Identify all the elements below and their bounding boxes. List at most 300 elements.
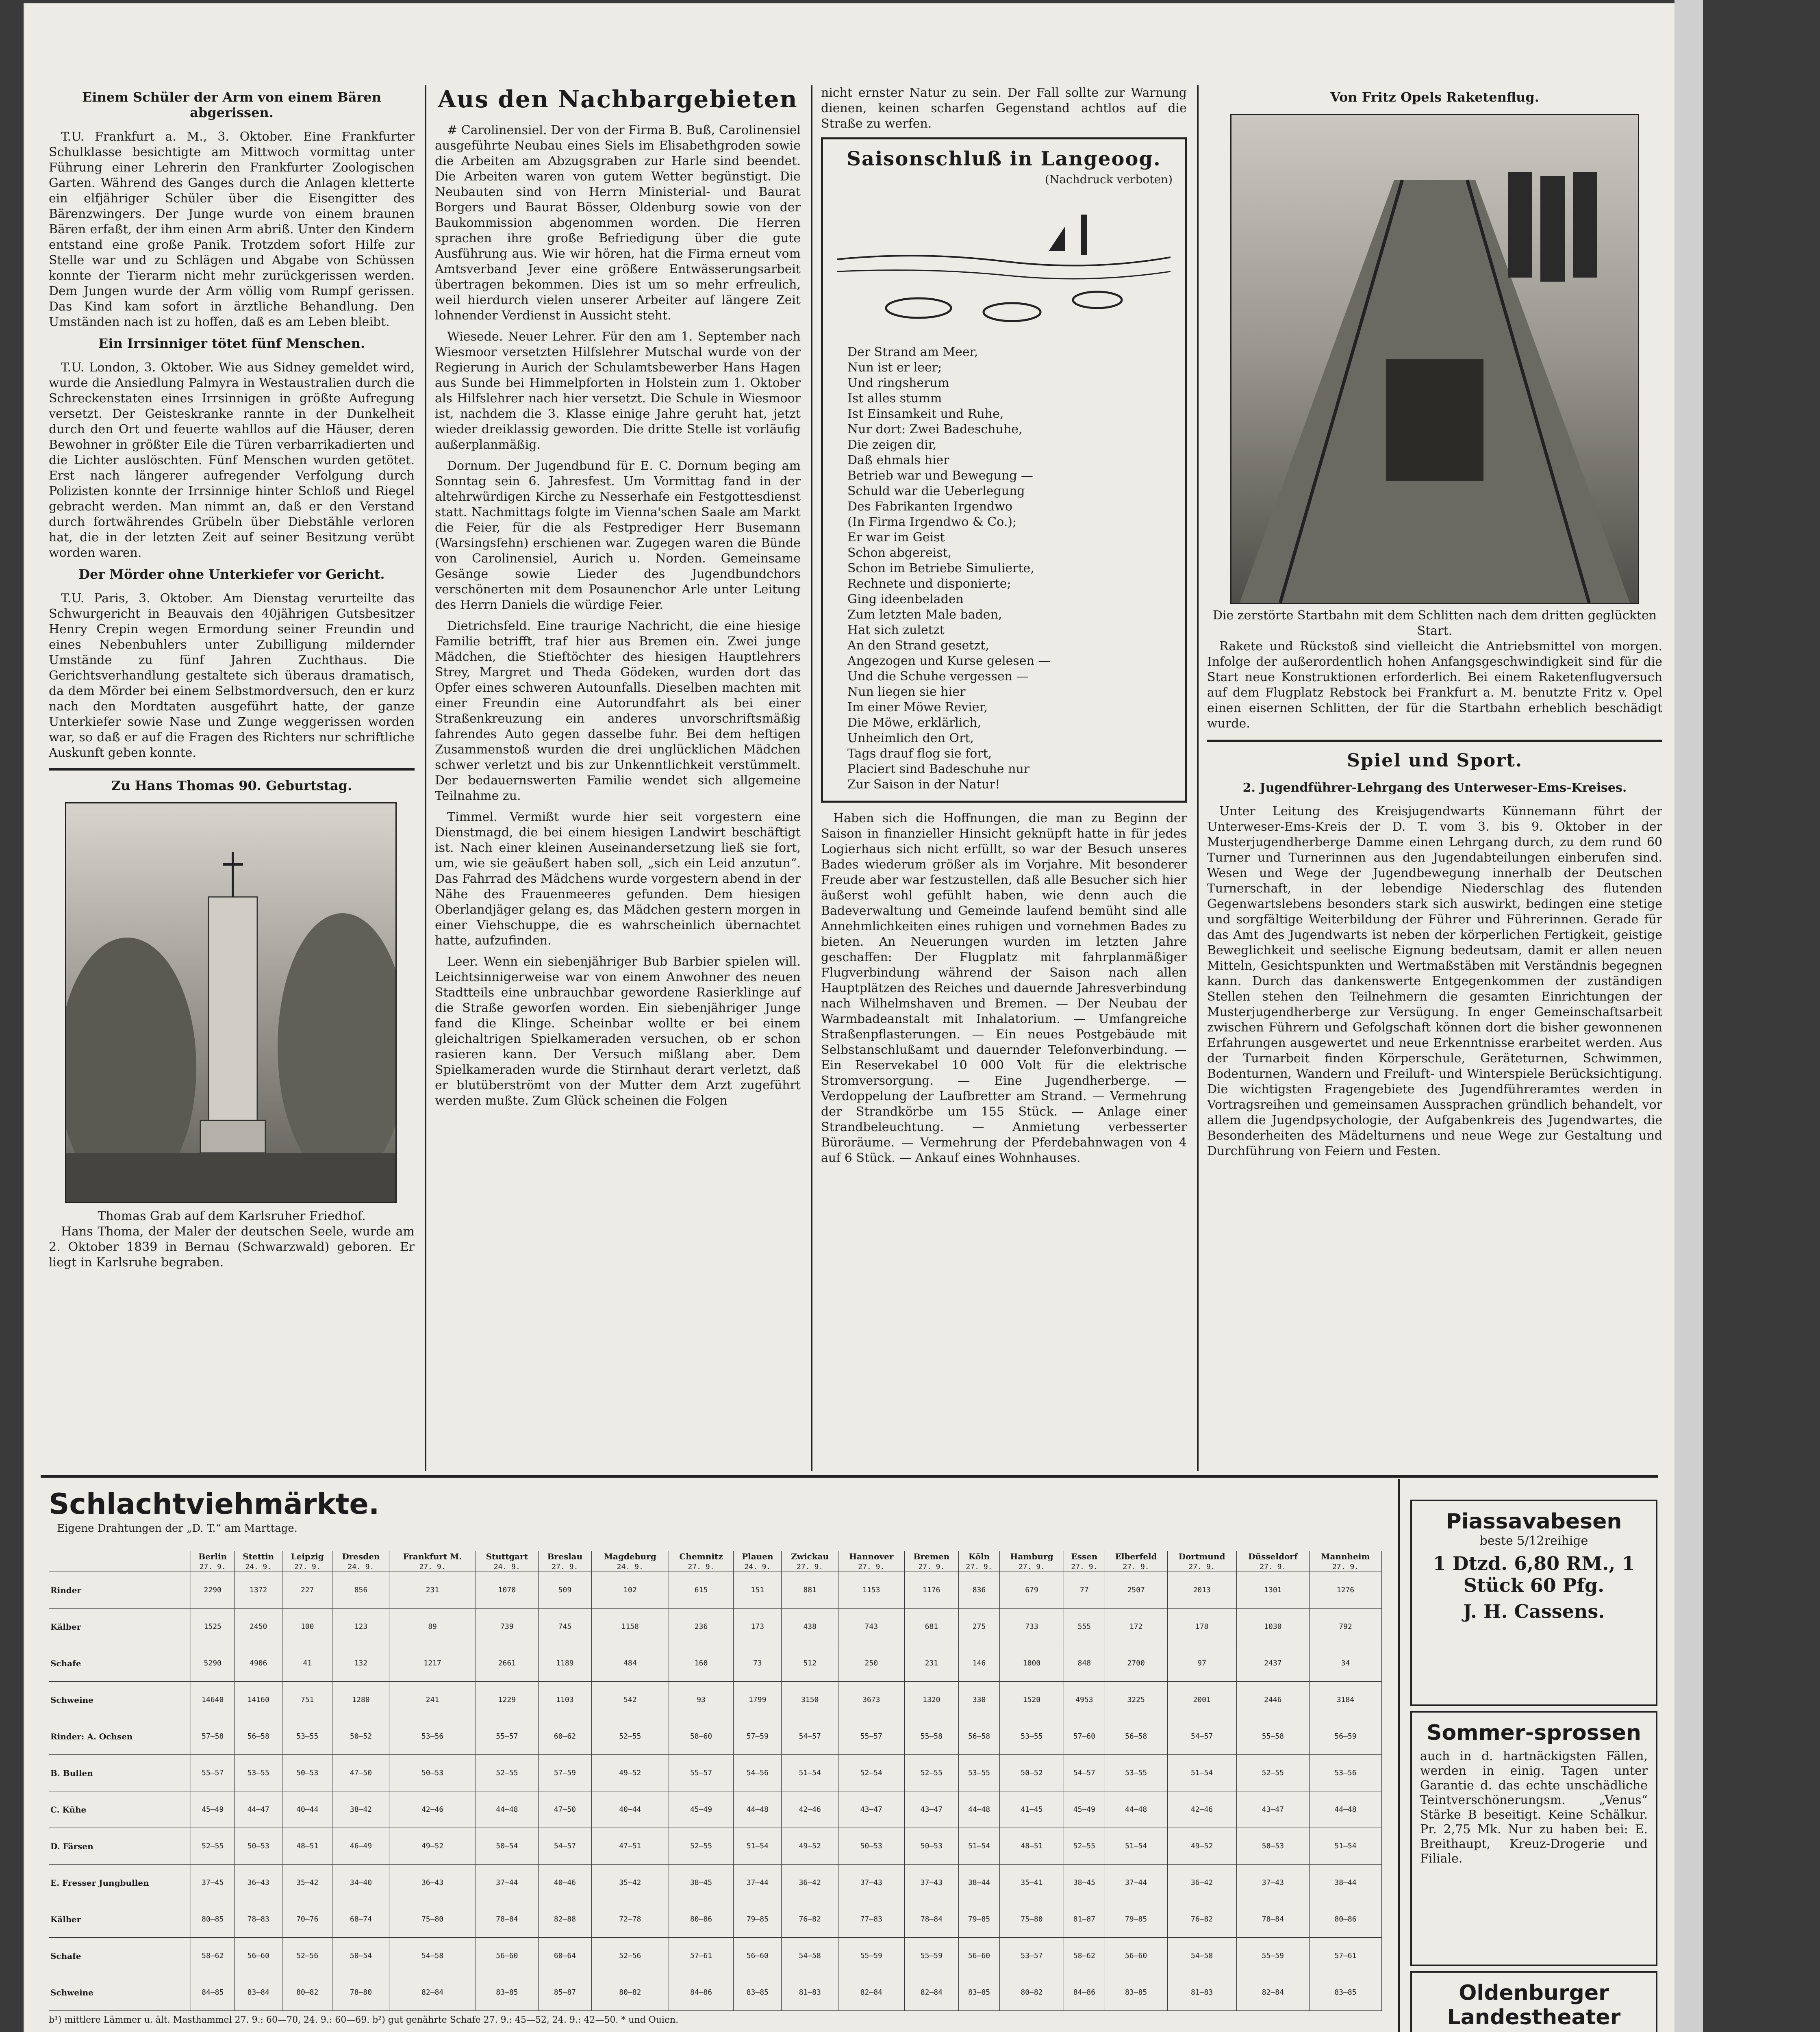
price-cell: 47—50	[332, 1755, 389, 1791]
price-cell: 51—54	[734, 1828, 782, 1865]
table-row	[49, 1938, 1382, 1974]
price-cell: 52—55	[1064, 1828, 1105, 1865]
price-cell: 1320	[904, 1682, 959, 1718]
price-cell: 227	[282, 1572, 332, 1609]
price-cell: 2001	[1167, 1682, 1236, 1718]
price-cell: 1280	[332, 1682, 389, 1718]
price-cell: 1153	[838, 1572, 904, 1609]
column-rule	[811, 85, 812, 1471]
price-cell: 75—80	[389, 1901, 476, 1938]
price-cell: 44—48	[1309, 1791, 1381, 1828]
poem-line: Ist alles stumm	[847, 391, 942, 406]
row-label: D. Färsen	[49, 1828, 191, 1865]
price-cell: 53—56	[1309, 1755, 1381, 1791]
price-cell: 60—62	[539, 1718, 592, 1755]
price-cell: 80—86	[1309, 1901, 1381, 1938]
price-cell: 3225	[1105, 1682, 1167, 1718]
price-cell: 55—59	[838, 1938, 904, 1974]
price-cell: 52—55	[476, 1755, 538, 1791]
price-cell: 79—85	[1105, 1901, 1167, 1938]
price-cell: 36—43	[389, 1865, 476, 1901]
city-header: Hannover	[838, 1551, 904, 1562]
price-cell: 1217	[389, 1645, 476, 1682]
poem-line: Zur Saison in der Natur!	[847, 777, 1000, 792]
ad2-title: Sommer-sprossen	[1427, 1721, 1641, 1745]
price-cell: 56—60	[734, 1938, 782, 1974]
price-cell: 76—82	[782, 1901, 838, 1938]
price-cell: 679	[999, 1572, 1064, 1609]
date-cell: 24. 9.	[476, 1562, 538, 1572]
date-cell: 27. 9.	[282, 1562, 332, 1572]
date-cell: 24. 9.	[332, 1562, 389, 1572]
market-table	[49, 1551, 1382, 2011]
city-header: Essen	[1064, 1551, 1105, 1562]
price-cell: 555	[1064, 1609, 1105, 1645]
nachbar-carolinensiel: # Carolinensiel. Der von der Firma B. Buß, Carolinensiel ausgeführte Neubau eines Siels im Elisabethgroden sowie die Arbeiten am Abzugsgraben zur Harle sind beendet. Die Arbeiten waren von gutem Wetter begünstigt. Die Neubauten sind von Herrn Ministerial- und Baurat Borgers und Baurat Bösser, Oldenburg sowie von der Baukommission abgenommen worden. Die Herren sprachen ihre große Befriedigung über die gute Ausführung aus. Wie wir hören, hat die Firma erneut vom Amtsverband Jever eine größere Entwässerungsarbeit übertragen bekommen. Dies ist um so mehr erfreulich, weil hierdurch vielen unserer Arbeiter auf längere Zeit lohnender Verdienst in Aussicht steht.	[435, 123, 801, 323]
nachbar-timmel: Timmel. Vermißt wurde hier seit vorgestern eine Dienstmagd, die bei einem hiesigen Landwirt beschäftigt ist. Nach einer kleinen Auseinandersetzung ließ sie fort, um, wie sie geäußert haben soll, „sich ein Leid anzutun“. Das Fahrrad des Mädchens wurde vorgestern abend in der Nähe des Frauenmeeres gefunden. Dem hiesigen Oberlandjäger gelang es, das Mädchen gestern morgen in einer Viehschuppe, die es wahrscheinlich übernachtet hatte, aufzufinden.	[435, 810, 801, 948]
date-cell: 27. 9.	[1236, 1562, 1309, 1572]
price-cell: 54—57	[539, 1828, 592, 1865]
price-cell: 76—82	[1167, 1901, 1236, 1938]
price-cell: 146	[959, 1645, 1000, 1682]
article-3-body: T.U. Paris, 3. Oktober. Am Dienstag verurteilte das Schwurgericht in Beauvais den 40jährigen Gutsbesitzer Henry Crepin wegen Ermordung seiner Freundin und eines Nebenbuhlers unter Zubilligung mildernder Umstände zu fünf Jahren Zuchthaus. Die Gerichtsverhandlung gestaltete sich überaus dramatisch, da dem Mörder bei einem Selbstmordversuch, den er kurz nach den Mordtaten ausgeführt hatte, der ganze Unterkiefer sowie Nase und Zunge weggerissen worden war, so daß er auf die Fragen des Richters nur schriftliche Auskunft geben konnte.	[49, 591, 415, 760]
poem-headline: Saisonschluß in Langeoog.	[847, 148, 1161, 170]
price-cell: 57—61	[1309, 1938, 1381, 1974]
price-cell: 70—76	[282, 1901, 332, 1938]
price-cell: 231	[389, 1572, 476, 1609]
price-cell: 1158	[591, 1609, 669, 1645]
thoma-grave-photo	[65, 802, 397, 1203]
table-row	[49, 1645, 1382, 1682]
price-cell: 37—43	[838, 1865, 904, 1901]
price-cell: 35—42	[591, 1865, 669, 1901]
nachbargebiete-headline: Aus den Nachbargebieten	[438, 85, 798, 113]
nachbar-dietrichsfeld: Dietrichsfeld. Eine traurige Nachricht, die eine hiesige Familie betrifft, traf hier aus Bremen ein. Zwei junge Mädchen, die Stieftöchter des hiesigen Hauptlehrers Strey, Margret und Theda Gödeken, wurden dort das Opfer eines schweren Autounfalls. Dieselben machten mit einer Freundin eine Autorundfahrt als bei einer Straßenkreuzung ein anderes unvorschriftsmäßig fahrendes Auto gegen dasselbe fuhr. Bei dem heftigen Zusammenstoß wurden die drei unglücklichen Mädchen schwer verletzt und bis zur Unkenntlichkeit verstümmelt. Der bedauernswerten Familie wendet sich allgemeine Teilnahme zu.	[435, 619, 801, 803]
price-cell: 80—82	[282, 1974, 332, 2011]
price-cell: 78—84	[904, 1901, 959, 1938]
price-cell: 743	[838, 1609, 904, 1645]
price-cell: 173	[734, 1609, 782, 1645]
price-cell: 52—55	[1236, 1755, 1309, 1791]
price-cell: 55—59	[904, 1938, 959, 1974]
newspaper-page	[24, 4, 1674, 2032]
poem-line: Hat sich zuletzt	[847, 623, 945, 637]
price-cell: 45—49	[669, 1791, 734, 1828]
price-cell: 81—83	[1167, 1974, 1236, 2011]
price-cell: 45—49	[191, 1791, 235, 1828]
sport-headline: Spiel und Sport.	[1347, 750, 1523, 771]
price-cell: 55—57	[191, 1755, 235, 1791]
price-cell: 80—86	[669, 1901, 734, 1938]
price-cell: 50—52	[332, 1718, 389, 1755]
city-header: Plauen	[734, 1551, 782, 1562]
price-cell: 2446	[1236, 1682, 1309, 1718]
city-header: Elberfeld	[1105, 1551, 1167, 1562]
price-cell: 512	[782, 1645, 838, 1682]
price-cell: 75—80	[999, 1901, 1064, 1938]
price-cell: 231	[904, 1645, 959, 1682]
city-header: Köln	[959, 1551, 1000, 1562]
price-cell: 4953	[1064, 1682, 1105, 1718]
price-cell: 1229	[476, 1682, 538, 1718]
poem-text	[847, 345, 1173, 792]
price-cell: 56—60	[1105, 1938, 1167, 1974]
price-cell: 3673	[838, 1682, 904, 1718]
price-cell: 49—52	[782, 1828, 838, 1865]
price-cell: 78—84	[1236, 1901, 1309, 1938]
price-cell: 1301	[1236, 1572, 1309, 1609]
price-cell: 50—53	[235, 1828, 282, 1865]
price-cell: 60—64	[539, 1938, 592, 1974]
row-label: Kälber	[49, 1609, 191, 1645]
price-cell: 50—54	[332, 1938, 389, 1974]
price-cell: 43—47	[838, 1791, 904, 1828]
row-label: Schweine	[49, 1974, 191, 2011]
price-cell: 123	[332, 1609, 389, 1645]
price-cell: 85—87	[539, 1974, 592, 2011]
ad-sommersprossen	[1410, 1711, 1657, 1966]
poem-line: Nun ist er leer;	[847, 360, 942, 375]
date-cell: 27. 9.	[669, 1562, 734, 1572]
price-cell: 58—60	[669, 1718, 734, 1755]
poem-line: Rechnete und disponierte;	[847, 577, 1011, 591]
table-row	[49, 1901, 1382, 1938]
price-cell: 73	[734, 1645, 782, 1682]
article-2-headline: Ein Irrsinniger tötet fünf Menschen.	[98, 336, 365, 351]
price-cell: 83—85	[734, 1974, 782, 2011]
price-cell: 84—86	[1064, 1974, 1105, 2011]
ad2-text: auch in d. hartnäckigsten Fällen, werden in einig. Tagen unter Garantie d. das echte unschädliche Teintverschönerungsm. „Venus“ Stärke B beseitigt. Keine Schälkur. Pr. 2,75 Mk. Nur zu haben bei: E. Breithaupt, Kreuz-Drogerie und Filiale.	[1420, 1749, 1648, 1866]
price-cell: 44—47	[235, 1791, 282, 1828]
price-cell: 80—82	[591, 1974, 669, 2011]
price-cell: 56—60	[476, 1938, 538, 1974]
price-cell: 49—52	[591, 1755, 669, 1791]
price-cell: 2013	[1167, 1572, 1236, 1609]
nachbar-dornum: Dornum. Der Jugendbund für E. C. Dornum beging am Sonntag sein 6. Jahresfest. Um Vormittag fand in der altehrwürdigen Kirche zu Nesserhafe ein Festgottesdienst statt. Nachmittags folgte im Vienna'schen Saale am Markt die Feier, für die als Festprediger Herr Busemann (Warsingsfehn) erschienen war. Zugegen waren die Bünde von Carolinensiel, Aurich u. Norden. Gemeinsame Gesänge sowie Lieder des Jugendbundchors verschönerten mit dem Posaunenchor Arle unter Leitung des Herrn Daniels die würdige Feier.	[435, 459, 801, 612]
poem-line: Im einer Möwe Revier,	[847, 700, 988, 714]
price-cell: 178	[1167, 1609, 1236, 1645]
poem-line: Schon im Betriebe Simulierte,	[847, 561, 1034, 575]
city-header: Dresden	[332, 1551, 389, 1562]
ad1-vendor: J. H. Cassens.	[1463, 1600, 1605, 1622]
price-cell: 236	[669, 1609, 734, 1645]
price-cell: 82—84	[1236, 1974, 1309, 2011]
table-row	[49, 1682, 1382, 1718]
poem-note: (Nachdruck verboten)	[1045, 173, 1173, 186]
city-header: Mannheim	[1309, 1551, 1381, 1562]
price-cell: 1176	[904, 1572, 959, 1609]
price-cell: 50—53	[1236, 1828, 1309, 1865]
price-cell: 275	[959, 1609, 1000, 1645]
price-cell: 100	[282, 1609, 332, 1645]
price-cell: 41	[282, 1645, 332, 1682]
column-rule	[1197, 85, 1199, 1471]
price-cell: 35—41	[999, 1865, 1064, 1901]
price-cell: 55—59	[1236, 1938, 1309, 1974]
price-cell: 57—60	[1064, 1718, 1105, 1755]
price-cell: 330	[959, 1682, 1000, 1718]
date-cell: 27. 9.	[1105, 1562, 1167, 1572]
price-cell: 2661	[476, 1645, 538, 1682]
price-cell: 51—54	[959, 1828, 1000, 1865]
price-cell: 37—43	[1236, 1865, 1309, 1901]
price-cell: 542	[591, 1682, 669, 1718]
row-label: C. Kühe	[49, 1791, 191, 1828]
price-cell: 55—57	[476, 1718, 538, 1755]
price-cell: 37—43	[904, 1865, 959, 1901]
poem-line: Daß ehmals hier	[847, 453, 949, 467]
price-cell: 856	[332, 1572, 389, 1609]
price-cell: 615	[669, 1572, 734, 1609]
price-cell: 52—55	[669, 1828, 734, 1865]
divider	[1207, 740, 1662, 742]
price-cell: 48—51	[282, 1828, 332, 1865]
price-cell: 55—58	[904, 1718, 959, 1755]
nachbar-wiesede: Wiesede. Neuer Lehrer. Für den am 1. September nach Wiesmoor versetzten Hilfslehrer Mutschal wurde von der Regierung in Aurich der Schulamtsbewerber Hans Hagen aus Sunde bei Himmelpforten in Holstein zum 1. Oktober als Hilfslehrer nach hier versetzt. Die Schule in Wiesmoor ist, nachdem die 3. Klasse einige Jahre geruht hat, jetzt wieder dreiklassig geworden. Die dritte Stelle ist vorläufig außerplanmäßig.	[435, 330, 801, 452]
divider	[49, 768, 415, 771]
column-rule	[425, 85, 426, 1471]
column-3	[821, 85, 1187, 1172]
poem-line: Schuld war die Ueberlegung	[847, 484, 1025, 498]
price-cell: 56—58	[1105, 1718, 1167, 1755]
price-cell: 54—58	[1167, 1938, 1236, 1974]
price-cell: 172	[1105, 1609, 1167, 1645]
price-cell: 160	[669, 1645, 734, 1682]
price-cell: 78—80	[332, 1974, 389, 2011]
date-cell: 27. 9.	[191, 1562, 235, 1572]
table-row	[49, 1865, 1382, 1901]
market-section	[49, 1487, 1390, 2025]
price-cell: 14160	[235, 1682, 282, 1718]
opel-text: Rakete und Rückstoß sind vielleicht die Antriebsmittel von morgen. Infolge der außerordentlich hohen Anfangsgeschwindigkeit sind für die Start neue Konstruktionen erforderlich. Bei einem Raketenflugversuch auf dem Flugplatz Rebstock bei Frankfurt a. M. benutzte Fritz v. Opel einen eisernen Schlitten, der für die Startbahn erheblich beschädigt wurde.	[1207, 639, 1662, 731]
price-cell: 56—60	[235, 1938, 282, 1974]
poem-line: Der Strand am Meer,	[847, 345, 978, 359]
price-cell: 3150	[782, 1682, 838, 1718]
ad-piassavabesen	[1410, 1500, 1657, 1706]
price-cell: 44—48	[1105, 1791, 1167, 1828]
sport-subheadline: 2. Jugendführer-Lehrgang des Unterweser-Ems-Kreises.	[1242, 781, 1627, 795]
price-cell: 52—55	[591, 1718, 669, 1755]
price-cell: 14640	[191, 1682, 235, 1718]
price-cell: 53—57	[999, 1938, 1064, 1974]
price-cell: 44—48	[734, 1791, 782, 1828]
date-cell: 24. 9.	[235, 1562, 282, 1572]
price-cell: 80—85	[191, 1901, 235, 1938]
price-cell: 52—56	[282, 1938, 332, 1974]
price-cell: 484	[591, 1645, 669, 1682]
table-row	[49, 1609, 1382, 1645]
poem-line: Tags drauf flog sie fort,	[847, 747, 992, 761]
ad1-title: Piassavabesen	[1446, 1509, 1622, 1534]
price-cell: 44—48	[959, 1791, 1000, 1828]
poem-line: Schon abgereist,	[847, 546, 952, 560]
price-cell: 54—56	[734, 1755, 782, 1791]
row-label: Rinder: A. Ochsen	[49, 1718, 191, 1755]
price-cell: 40—44	[282, 1791, 332, 1828]
price-cell: 51—54	[782, 1755, 838, 1791]
city-header: Zwickau	[782, 1551, 838, 1562]
city-header: Hamburg	[999, 1551, 1064, 1562]
price-cell: 54—57	[782, 1718, 838, 1755]
price-cell: 38—45	[1064, 1865, 1105, 1901]
price-cell: 1070	[476, 1572, 538, 1609]
poem-line: Die Möwe, erklärlich,	[847, 716, 982, 730]
ad1-line: beste 5/12reihige	[1479, 1534, 1588, 1548]
scan-edge	[1674, 0, 1703, 2032]
price-cell: 56—58	[235, 1718, 282, 1755]
price-cell: 102	[591, 1572, 669, 1609]
price-cell: 40—46	[539, 1865, 592, 1901]
price-cell: 250	[838, 1645, 904, 1682]
poem-line: Angezogen und Kurse gelesen —	[847, 654, 1051, 668]
column-1	[49, 85, 415, 1276]
opel-caption: Die zerstörte Startbahn mit dem Schlitten nach dem dritten geglückten Start.	[1212, 608, 1657, 638]
row-label: B. Bullen	[49, 1755, 191, 1791]
price-cell: 48—51	[999, 1828, 1064, 1865]
price-cell: 50—53	[904, 1828, 959, 1865]
price-cell: 84—85	[191, 1974, 235, 2011]
price-cell: 55—57	[838, 1718, 904, 1755]
sport-text: Unter Leitung des Kreisjugendwarts Künnemann führt der Unterweser-Ems-Kreis der D. T. vom 3. bis 9. Oktober in der Musterjugendherberge Damme einen Lehrgang durch, zu dem rund 60 Turner und Turnerinnen aus den Jugendabteilungen einberufen sind. Wesen und Wege der Jugendbewegung innerhalb der Deutschen Turnerschaft, in der lebendige Niederschlag des flutenden Gegenwartslebens besonders stark sich auswirkt, bedingen eine stetige und sorgfältige Weiterbildung der Führer und Führerinnen. Gerade für das Amt des Jugendwarts ist neben der körperlichen Fertigkeit, geistige Beweglichkeit und seelische Eignung bedeutsam, damit er allen neuen Mitteln, Gesichtspunkten und Wertmaßstäben mit Verständnis begegnen kann. Durch das dankenswerte Entgegenkommen der zuständigen Stellen stehen den Teilnehmern die gesamten Einrichtungen der Musterjugendherberge zur Versügung. In enger Gemeinschaftsarbeit zwischen Führern und Gefolgschaft können dort die bisher gewonnenen Erfahrungen ausgewertet und neue Erkenntnisse erarbeitet werden. Aus der Turnarbeit finden Körperschule, Geräteturnen, Schwimmen, Bodenturnen, Wandern und Freiluft- und Winterspiele Berücksichtigung. Die wichtigsten Fragengebiete des Jugendführeramtes werden in Vortragsreihen und gemeinsamen Aussprachen gründlich behandelt, vor allem die Jugendpsychologie, der Aufgabenkreis des Jugendwartes, die Besonderheiten des Mädelturnens und neue Wege zur Gestaltung und Durchführung von Feiern und Festen.	[1207, 804, 1662, 1158]
price-cell: 53—55	[959, 1755, 1000, 1791]
price-cell: 51—54	[1105, 1828, 1167, 1865]
price-cell: 53—55	[235, 1755, 282, 1791]
price-cell: 54—58	[782, 1938, 838, 1974]
price-cell: 56—58	[959, 1718, 1000, 1755]
price-cell: 1276	[1309, 1572, 1381, 1609]
price-cell: 56—59	[1309, 1718, 1381, 1755]
rocket-sled-photo	[1230, 114, 1639, 604]
section-rule	[41, 1475, 1658, 1478]
price-cell: 81—83	[782, 1974, 838, 2011]
price-cell: 77	[1064, 1572, 1105, 1609]
price-cell: 36—43	[235, 1865, 282, 1901]
leer-continuation: nicht ernster Natur zu sein. Der Fall sollte zur Warnung dienen, keinen scharfen Gegenstand achtlos auf die Straße zu werfen.	[821, 86, 1187, 131]
date-cell: 27. 9.	[1167, 1562, 1236, 1572]
date-cell: 24. 9.	[591, 1562, 669, 1572]
price-cell: 836	[959, 1572, 1000, 1609]
price-cell: 36—42	[1167, 1865, 1236, 1901]
poem-line: Betrieb war und Bewegung —	[847, 469, 1033, 483]
date-cell: 27. 9.	[959, 1562, 1000, 1572]
price-cell: 2290	[191, 1572, 235, 1609]
price-cell: 54—57	[1167, 1718, 1236, 1755]
price-cell: 34	[1309, 1645, 1381, 1682]
city-header: Stuttgart	[476, 1551, 538, 1562]
price-cell: 42—46	[1167, 1791, 1236, 1828]
price-cell: 43—47	[1236, 1791, 1309, 1828]
price-cell: 97	[1167, 1645, 1236, 1682]
thoma-headline: Zu Hans Thomas 90. Geburtstag.	[111, 778, 352, 793]
article-3-headline: Der Mörder ohne Unterkiefer vor Gericht.	[78, 567, 385, 582]
grave-monument-illustration	[66, 803, 395, 1202]
price-cell: 57—61	[669, 1938, 734, 1974]
poem-line: Ist Einsamkeit und Ruhe,	[847, 407, 1004, 421]
price-cell: 81—87	[1064, 1901, 1105, 1938]
price-cell: 5290	[191, 1645, 235, 1682]
thoma-caption: Thomas Grab auf dem Karlsruher Friedhof.	[98, 1209, 366, 1223]
price-cell: 745	[539, 1609, 592, 1645]
price-cell: 792	[1309, 1609, 1381, 1645]
price-cell: 49—52	[389, 1828, 476, 1865]
price-cell: 42—46	[389, 1791, 476, 1828]
city-header: Frankfurt M.	[389, 1551, 476, 1562]
price-cell: 52—56	[591, 1938, 669, 1974]
market-subtitle: Eigene Drahtungen der „D. T.“ am Marttage.	[57, 1522, 298, 1535]
price-cell: 47—51	[591, 1828, 669, 1865]
price-cell: 54—57	[1064, 1755, 1105, 1791]
price-cell: 83—85	[1309, 1974, 1381, 2011]
price-cell: 44—48	[476, 1791, 538, 1828]
price-cell: 1525	[191, 1609, 235, 1645]
column-2	[435, 85, 801, 1114]
price-cell: 1000	[999, 1645, 1064, 1682]
price-cell: 50—53	[282, 1755, 332, 1791]
city-header: Leipzig	[282, 1551, 332, 1562]
ad3-title: Oldenburger Landestheater	[1447, 1981, 1621, 2030]
city-header: Bremen	[904, 1551, 959, 1562]
table-corner	[49, 1551, 191, 1562]
date-cell: 27. 9.	[838, 1562, 904, 1572]
row-label: E. Fresser Jungbullen	[49, 1865, 191, 1901]
beach-sketch-illustration	[837, 190, 1171, 336]
price-cell: 52—55	[904, 1755, 959, 1791]
date-cell: 27. 9.	[389, 1562, 476, 1572]
poem-line: Des Fabrikanten Irgendwo	[847, 499, 1013, 514]
price-cell: 52—54	[838, 1755, 904, 1791]
poem-line: Und ringsherum	[847, 376, 949, 390]
price-cell: 51—54	[1167, 1755, 1236, 1791]
article-1-body: T.U. Frankfurt a. M., 3. Oktober. Eine Frankfurter Schulklasse besichtigte am Mittwoch vormittag unter Führung einer Lehrerin den Frankfurter Zoologischen Garten. Während des Ganges durch die Anlagen kletterte ein elfjähriger Schüler über die Eisengitter des Bärenzwingers. Der Junge wurde von einem braunen Bären erfaßt, der ihm einen Arm abriß. Unter den Kindern entstand eine große Panik. Trotzdem sofort Hilfe zur Stelle war und zu Schlägen und Abgabe von Schüssen konnte der Tierarm nicht mehr zurückgerissen werden. Dem Jungen wurde der Arm völlig vom Rumpf gerissen. Das Kind kam sofort in ärztliche Behandlung. Den Umständen nach ist zu hoffen, daß es am Leben bleibt.	[49, 130, 415, 329]
price-cell: 38—44	[1309, 1865, 1381, 1901]
price-cell: 79—85	[734, 1901, 782, 1938]
price-cell: 55—57	[669, 1755, 734, 1791]
poem-line: Nur dort: Zwei Badeschuhe,	[847, 422, 1023, 436]
article-2-body: T.U. London, 3. Oktober. Wie aus Sidney gemeldet wird, wurde die Ansiedlung Palmyra in Westaustralien durch die Schreckenstaten eines Irrsinnigen in größte Aufregung versetzt. Der Geisteskranke rannte in der Dunkelheit durch den Ort und feuerte wahllos auf die Häuser, deren Bewohner in größter Eile die Türen verbarrikadierten und die Lichter auslöschten. Fünf Menschen wurden getötet. Erst nach längerer aufregender Verfolgung durch Polizisten konnte der Irrsinnige hinter Schloß und Riegel gebracht werden. Man nimmt an, daß er den Verstand durch fortwährendes Grübeln über Diebstähle verloren hat, die in der letzten Zeit auf seiner Besitzung verübt worden waren.	[49, 360, 415, 560]
price-cell: 83—85	[1105, 1974, 1167, 2011]
price-cell: 438	[782, 1609, 838, 1645]
price-cell: 42—46	[782, 1791, 838, 1828]
price-cell: 132	[332, 1645, 389, 1682]
price-cell: 3184	[1309, 1682, 1381, 1718]
price-cell: 50—52	[999, 1755, 1064, 1791]
price-cell: 241	[389, 1682, 476, 1718]
price-cell: 56—60	[959, 1938, 1000, 1974]
price-cell: 82—84	[904, 1974, 959, 2011]
price-cell: 84—86	[669, 1974, 734, 2011]
price-cell: 51—54	[1309, 1828, 1381, 1865]
date-cell: 27. 9.	[782, 1562, 838, 1572]
price-cell: 37—45	[191, 1865, 235, 1901]
price-cell: 848	[1064, 1645, 1105, 1682]
price-cell: 50—53	[838, 1828, 904, 1865]
price-cell: 733	[999, 1609, 1064, 1645]
price-cell: 4906	[235, 1645, 282, 1682]
poem-line: Placiert sind Badeschuhe nur	[847, 762, 1030, 776]
poem-line: An den Strand gesetzt,	[847, 638, 989, 653]
price-cell: 55—58	[1236, 1718, 1309, 1755]
price-cell: 93	[669, 1682, 734, 1718]
price-cell: 41—45	[999, 1791, 1064, 1828]
price-cell: 89	[389, 1609, 476, 1645]
poem-line: Ging ideenbeladen	[847, 592, 964, 606]
city-header: Berlin	[191, 1551, 235, 1562]
thoma-photo-frame	[65, 802, 398, 1209]
price-cell: 37—44	[476, 1865, 538, 1901]
price-cell: 82—88	[539, 1901, 592, 1938]
ad1-price: 1 Dtzd. 6,80 RM., 1 Stück 60 Pfg.	[1433, 1552, 1635, 1596]
price-cell: 77—83	[838, 1901, 904, 1938]
